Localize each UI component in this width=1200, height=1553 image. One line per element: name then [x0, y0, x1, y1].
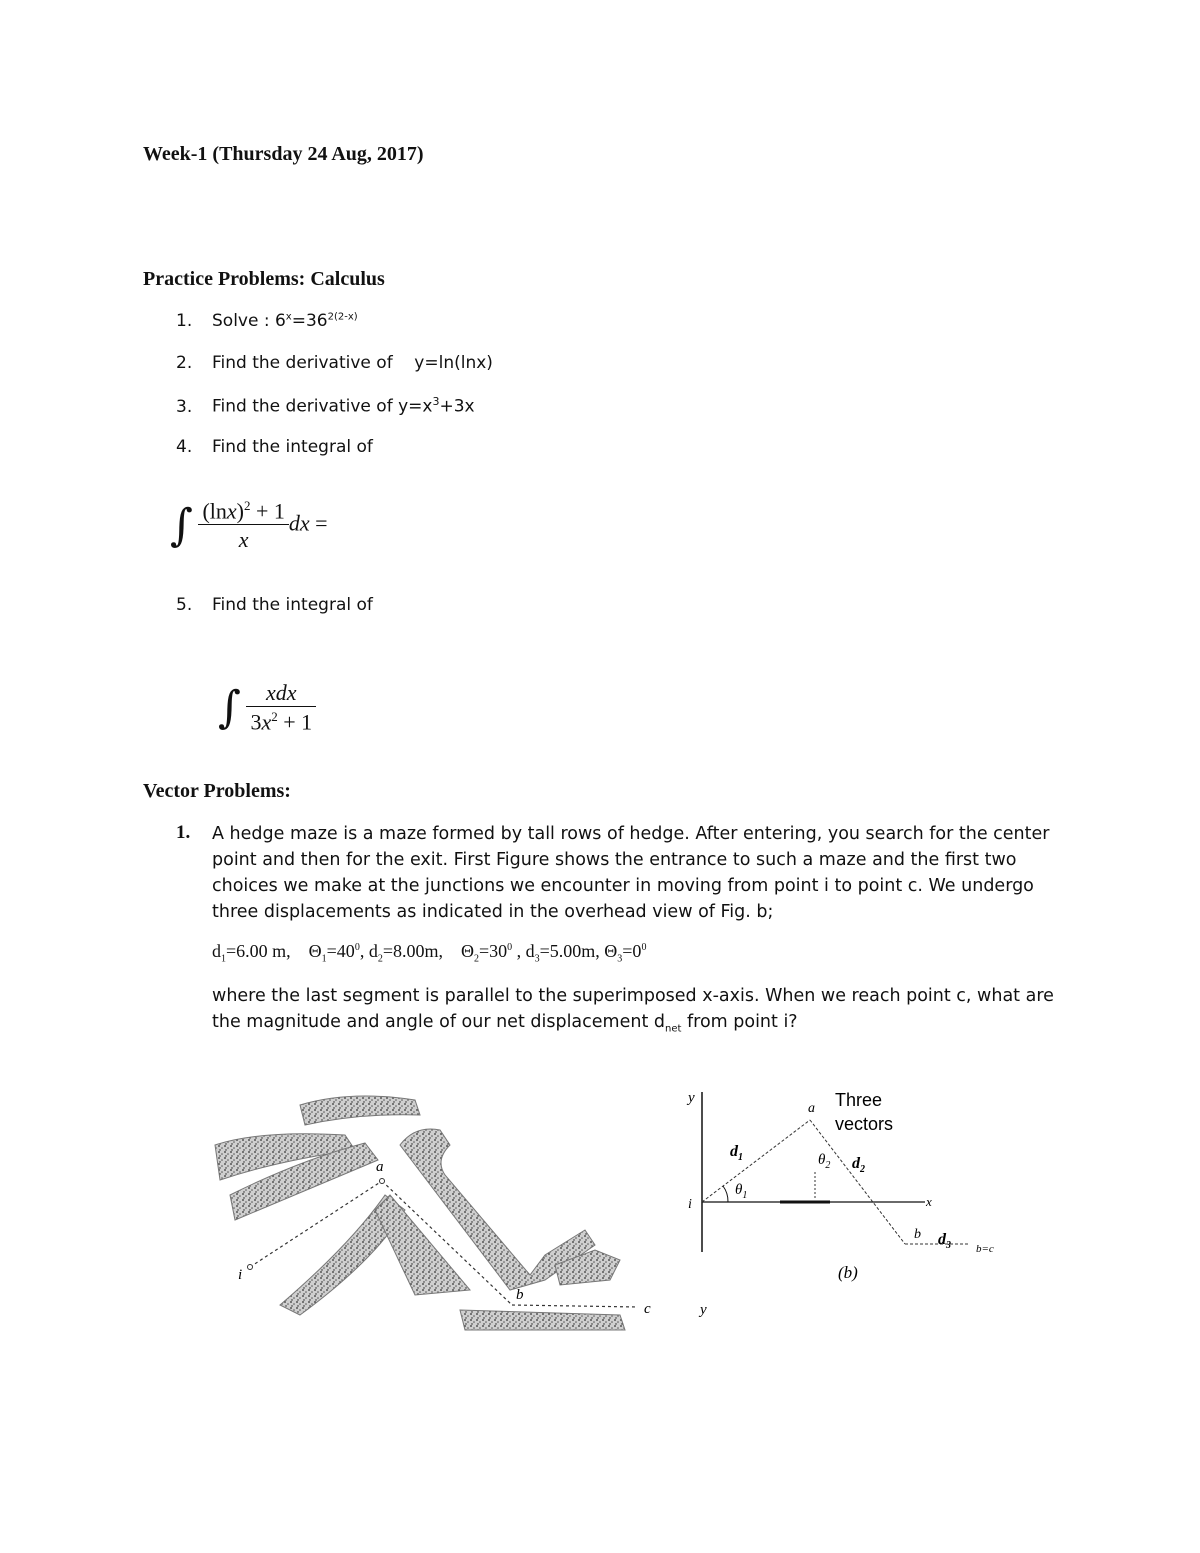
angle-label-theta2: $\theta_2$ [818, 1152, 831, 1171]
problem-number: 1. [176, 822, 191, 843]
calculus-item-3 [176, 395, 475, 417]
item-number: 3. [176, 396, 193, 417]
numerator: $(\ln x)^2 + 1$ [202, 498, 285, 524]
legend-line-2: vectors [835, 1114, 894, 1134]
equals-sign: = [309, 510, 328, 536]
item-text: Find the derivative of y=x [212, 396, 433, 417]
figure-caption: (b) [838, 1263, 858, 1282]
calculus-item-2 [176, 353, 493, 373]
denominator: x [198, 524, 288, 553]
calculus-item-4 [176, 437, 373, 457]
vector-label-d1: $d_1$ [730, 1143, 743, 1163]
numerator: xdx [266, 680, 297, 705]
page-title: Week-1 (Thursday 24 Aug, 2017) [143, 143, 424, 165]
axis-label-x: x [926, 1194, 932, 1209]
point-label: b=c [976, 1243, 994, 1255]
item-number: 2. [176, 353, 193, 373]
item-text: Find the integral of [212, 437, 373, 457]
question-text: where the last segment is parallel to the superimposed x-axis. When we reach point c, what are the magnitude and angle of our net displacement $d_{net}$ from point i? [212, 986, 1054, 1035]
integral-sign: ∫ [218, 682, 241, 734]
legend-line-1: Three [835, 1090, 883, 1110]
problem-paragraph: A hedge maze is a maze formed by tall rows of hedge. After entering, you search for the center point and then for the exit. First Figure shows the entrance to such a maze and the first two choices we make at the junctions we encounter in moving from point i to point c. We undergo three displacements as indicated in the overhead view of Fig. b; [212, 824, 1050, 922]
calculus-item-5 [176, 595, 373, 615]
item-text-mid: =36 [291, 311, 328, 331]
axis-label-y: y [688, 1090, 695, 1106]
vector-heading: Vector Problems: [143, 780, 291, 802]
item-number: 5. [176, 595, 193, 615]
vector-label-d3: $d_3$ [938, 1231, 951, 1251]
calculus-item-1 [176, 311, 358, 331]
vector-label-d2: $d_2$ [852, 1155, 865, 1175]
point-label: i [238, 1267, 243, 1283]
item-text: Find the integral of [212, 595, 373, 615]
integral-sign: ∫ [170, 500, 193, 552]
item-text: Solve : 6 [212, 311, 286, 331]
axis-label-y2: y [700, 1302, 707, 1318]
point-label: i [688, 1197, 692, 1212]
exponent: 2(2-x) [327, 311, 358, 323]
fraction [198, 498, 288, 553]
fraction [246, 680, 316, 735]
differential: dx [288, 510, 310, 536]
point-label: b [516, 1287, 524, 1303]
angle-label-theta1: $\theta_1$ [735, 1182, 748, 1201]
exponent: 3 [432, 395, 440, 408]
denominator: $3x^2 + 1$ [246, 706, 316, 735]
item-text-tail: +3x [439, 396, 475, 417]
calculus-heading: Practice Problems: Calculus [143, 268, 385, 290]
point-label: c [644, 1301, 651, 1317]
point-label: a [808, 1101, 815, 1116]
item-text: Find the derivative of y=ln(lnx) [212, 353, 493, 373]
integral-expression-2 [218, 680, 316, 735]
exponent: x [285, 311, 292, 323]
point-label: a [376, 1159, 384, 1175]
given-values: $d_1=6.00$ m, $\Theta_1=40^0$, $d_2=8.00m$, $\Theta_2=30^0$ , $d_3=5.00m$, $\Theta_3=0^0$ [212, 941, 647, 965]
vector-diagram-figure [680, 1082, 1040, 1342]
item-number: 1. [176, 311, 193, 331]
integral-expression-1 [170, 498, 328, 553]
item-number: 4. [176, 437, 193, 457]
hedge-maze-figure [200, 1085, 670, 1340]
point-label: b [914, 1227, 921, 1242]
